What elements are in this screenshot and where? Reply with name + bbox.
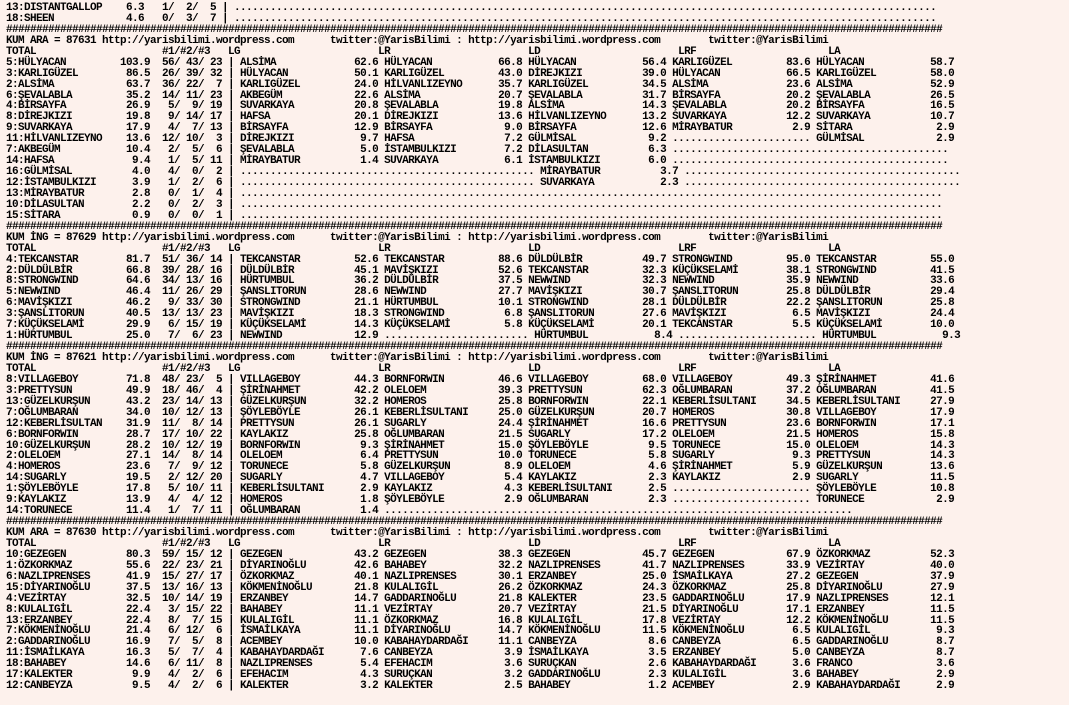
report-line: 13:ERZANBEY 22.4 8/ 7/ 15 | KULALIGİL 11.1 ÖZKORKMAZ 16.8 KULALIGİL 17.8 VEZİRTAY 12.2 KÖKMENİNOĞLU 11.5 bbox=[6, 614, 955, 627]
report-line: 12:KEBERLİSULTAN 31.9 11/ 8/ 14 | PRETTYSUN 26.1 SUGARLY 24.4 ŞİRİNAHMET 16.6 PRETTYSUN 23.6 BORNFORWIN 17.1 bbox=[6, 417, 955, 430]
report-line: 6:ŞEVALABLA 35.2 14/ 11/ 23 | AKBEGÜM 22.6 ALSİMA 20.7 ŞEVALABLA 31.7 BİRSAYFA 20.2 ŞEVALABLA 26.5 bbox=[6, 89, 955, 102]
report-line: 3:ŞANSLITORUN 40.5 13/ 13/ 23 | MAVİŞKIZI 18.3 STRONGWIND 6.8 ŞANSLITORUN 27.6 MAVİŞKIZI 6.5 MAVİŞKIZI 24.4 bbox=[6, 308, 955, 321]
report-line: 11:HİLVANLIZEYNO 13.6 12/ 10/ 3 | DİREJKIZI 9.7 HAFSA 7.2 GÜLMİSAL 9.2 ....................... GÜLMİSAL 2.9 bbox=[6, 133, 955, 146]
report-line: 3:PRETTYSUN 49.9 18/ 46/ 4 | ŞİRİNAHMET 42.2 OLELOEM 39.3 PRETTYSUN 62.3 OĞLUMBARAN 37.2 OĞLUMBARAN 41.5 bbox=[6, 384, 955, 397]
report-line: 6:NAZLIPRENSES 41.9 15/ 27/ 17 | ÖZKORKMAZ 40.1 NAZLIPRENSES 30.1 ERZANBEY 25.0 İSMAİLKAYA 27.2 GEZEGEN 37.9 bbox=[6, 570, 955, 583]
report-line: 2:OLELOEM 27.1 14/ 8/ 14 | OLELOEM 6.4 PRETTYSUN 10.0 TORUNECE 5.8 SUGARLY 9.3 PRETTYSUN 14.3 bbox=[6, 450, 955, 463]
report-line: 18:BAHABEY 14.6 6/ 11/ 8 | NAZLIPRENSES 5.4 EFEHACIM 3.6 SURUÇKAN 2.6 KABAHAYDARDAĞI 3.6 FRANCO 3.6 bbox=[6, 658, 955, 671]
report-line: KUM ARA = 87631 http://yarisbilimi.wordpress.com twitter:@YarisBilimi : http://yarisbilimi.wordpress.com twitter:@YarisBilimi bbox=[6, 34, 829, 47]
report-line: 7:KÜÇÜKSELAMİ 29.9 6/ 15/ 19 | KÜÇÜKSELAMİ 14.3 KÜÇÜKSELAMİ 5.8 KÜÇÜKSELAMİ 20.1 TEKCANSTAR 5.5 KÜÇÜKSELAMİ 10.0 bbox=[6, 319, 955, 332]
report-line: 14:HAFSA 9.4 1/ 5/ 11 | MİRAYBATUR 1.4 SUVARKAYA 6.1 İSTAMBULKIZI 6.0 .............................................. bbox=[6, 155, 949, 168]
report-line: 3:KARLIGÜZEL 86.5 26/ 39/ 32 | HÜLYACAN 50.1 KARLIGÜZEL 43.0 DİREJKIZI 39.0 HÜLYACAN 66.5 KARLIGÜZEL 58.0 bbox=[6, 67, 955, 80]
report-line: ############################################################################################################################################################ bbox=[6, 341, 943, 354]
report-line: 4:HOMEROS 23.6 7/ 9/ 12 | TORUNECE 5.8 GÜZELKURŞUN 8.9 OLELOEM 4.6 ŞİRİNAHMET 5.9 GÜZELKURŞUN 13.6 bbox=[6, 461, 955, 474]
report-line: TOTAL #1/#2/#3 LG LR LD LRF LA bbox=[6, 362, 841, 375]
report-line: 15:DİYARINOĞLU 37.5 13/ 16/ 13 | KÖKMENİNOĞLU 21.8 KULALIGİL 26.2 ÖZKORKMAZ 24.3 ÖZKORKMAZ 25.8 DİYARINOĞLU 27.9 bbox=[6, 581, 955, 594]
report-line: 5:HÜLYACAN 103.9 56/ 43/ 23 | ALSİMA 62.6 HÜLYACAN 66.8 HÜLYACAN 56.4 KARLIGÜZEL 83.6 HÜLYACAN 58.7 bbox=[6, 56, 955, 69]
report-line: TOTAL #1/#2/#3 LG LR LD LRF LA bbox=[6, 242, 841, 255]
report-line: TOTAL #1/#2/#3 LG LR LD LRF LA bbox=[6, 45, 841, 58]
report-line: 13:DISTANTGALLOP 6.3 1/ 2/ 5 | ..................................................................................................................... bbox=[6, 2, 937, 14]
report-line: 18:SHEEN 4.6 0/ 3/ 7 | ..................................................................................................................... bbox=[6, 12, 937, 25]
report-line: 9:SUVARKAYA 17.9 4/ 7/ 13 | BİRSAYFA 12.9 BİRSAYFA 9.0 BİRSAYFA 12.6 MİRAYBATUR 2.9 SİTARA 2.9 bbox=[6, 122, 955, 135]
report-line: 1:ÖZKORKMAZ 55.6 22/ 23/ 21 | DİYARINOĞLU 42.6 BAHABEY 32.2 NAZLIPRENSES 41.7 NAZLIPRENSES 33.9 VEZİRTAY 40.0 bbox=[6, 559, 955, 572]
report-line: 8:DİREJKIZI 19.8 9/ 14/ 17 | HAFSA 20.1 DİREJKIZI 13.6 HİLVANLIZEYNO 13.2 SUVARKAYA 12.2 SUVARKAYA 10.7 bbox=[6, 111, 955, 124]
report-line: 16:GÜLMİSAL 4.0 4/ 0/ 2 | ................................................. MİRAYBATUR 3.7 .............................................. bbox=[6, 166, 961, 179]
report-line: KUM İNG = 87621 http://yarisbilimi.wordpress.com twitter:@YarisBilimi : http://yarisbilimi.wordpress.com twitter:@YarisBilimi bbox=[6, 352, 829, 364]
report-line: 7:KÖKMENİNOĞLU 21.4 6/ 12/ 6 | İSMAİLKAYA 11.1 DİYARINOĞLU 14.7 KÖKMENİNOĞLU 11.5 KÖKMENİNOĞLU 6.5 KULALIGİL 9.3 bbox=[6, 625, 955, 638]
report-line: 10:DİLASULTAN 2.2 0/ 2/ 3 | ..................................................................................................................... bbox=[6, 198, 943, 211]
report-line: 7:AKBEGÜM 10.4 2/ 5/ 6 | ŞEVALABLA 5.0 İSTAMBULKIZI 7.2 DİLASULTAN 6.3 .............................................. bbox=[6, 144, 949, 157]
report-line: KUM ARA = 87630 http://yarisbilimi.wordpress.com twitter:@YarisBilimi : http://yarisbilimi.wordpress.com twitter:@YarisBilimi bbox=[6, 527, 829, 539]
report-line: 1:HÜRTUMBUL 25.0 7/ 6/ 23 | NEWWIND 12.9 ........................ HÜRTUMBUL 8.4 ....................... HÜRTUMBUL 9.3 bbox=[6, 330, 961, 343]
report-line: 8:KULALIGİL 22.4 3/ 15/ 22 | BAHABEY 11.1 VEZİRTAY 20.7 VEZİRTAY 21.5 DİYARINOĞLU 17.1 ERZANBEY 11.5 bbox=[6, 603, 955, 616]
report-line: 12:CANBEYZA 9.5 4/ 2/ 6 | KALEKTER 3.2 KALEKTER 2.5 BAHABEY 1.2 ACEMBEY 2.9 KABAHAYDARDAĞI 2.9 bbox=[6, 680, 955, 693]
report-line: ############################################################################################################################################################ bbox=[6, 516, 943, 529]
report-line: 4:VEZİRTAY 32.5 10/ 14/ 19 | ERZANBEY 14.7 GADDARINOĞLU 21.8 KALEKTER 23.5 GADDARINOĞLU 17.9 NAZLIPRENSES 12.1 bbox=[6, 592, 955, 605]
report-line: 5:NEWWIND 46.4 11/ 26/ 29 | ŞANSLITORUN 28.6 NEWWIND 27.7 MAVİŞKIZI 30.7 ŞANSLITORUN 25.8 DÜLDÜLBİR 29.4 bbox=[6, 286, 955, 299]
report-line: 17:KALEKTER 9.9 4/ 2/ 6 | EFEHACIM 4.3 SURUÇKAN 3.2 GADDARINOĞLU 2.3 KULALIGİL 3.6 BAHABEY 2.9 bbox=[6, 669, 955, 682]
report-line: 14:SUGARLY 19.5 2/ 12/ 20 | SUGARLY 4.7 VILLAGEBOY 5.4 KAYLAKIZ 2.3 KAYLAKIZ 2.9 SUGARLY 11.5 bbox=[6, 472, 955, 485]
report-line: 6:BORNFORWIN 28.7 17/ 10/ 22 | KAYLAKIZ 25.8 OĞLUMBARAN 21.5 SUGARLY 17.2 OLELOEM 21.5 HOMEROS 15.8 bbox=[6, 428, 955, 441]
report-line: 8:VILLAGEBOY 71.8 48/ 23/ 5 | VILLAGEBOY 44.3 BORNFORWIN 46.6 VILLAGEBOY 68.0 VILLAGEBOY 49.3 ŞİRİNAHMET 41.6 bbox=[6, 373, 955, 386]
report-line: TOTAL #1/#2/#3 LG LR LD LRF LA bbox=[6, 537, 841, 550]
report-line: 10:GÜZELKURŞUN 28.2 10/ 12/ 19 | BORNFORWIN 9.3 ŞİRİNAHMET 15.0 ŞÖYLEBÖYLE 9.5 TORUNECE 15.0 OLELOEM 14.3 bbox=[6, 439, 955, 452]
report-line: 8:STRONGWIND 64.6 34/ 13/ 16 | HÜRTUMBUL 36.2 DÜLDÜLBİR 37.5 NEWWIND 32.3 NEWWIND 35.9 NEWWIND 33.6 bbox=[6, 275, 955, 288]
report-line: 9:KAYLAKIZ 13.9 4/ 4/ 12 | HOMEROS 1.8 ŞÖYLEBÖYLE 2.9 OĞLUMBARAN 2.3 ....................... TORUNECE 2.9 bbox=[6, 494, 955, 507]
report-line: 12:İSTAMBULKIZI 3.9 1/ 2/ 6 | ................................................. SUVARKAYA 2.3 .............................................. bbox=[6, 177, 961, 189]
report-line: ############################################################################################################################################################ bbox=[6, 220, 943, 233]
report-line: 13:GÜZELKURŞUN 43.2 23/ 14/ 13 | GÜZELKURŞUN 32.2 HOMEROS 25.8 BORNFORWIN 22.1 KEBERLİSULTANI 34.5 KEBERLİSULTANI 27.9 bbox=[6, 395, 955, 408]
report-line: 4:BİRSAYFA 26.9 5/ 9/ 19 | SUVARKAYA 20.8 ŞEVALABLA 19.8 ALSİMA 14.3 ŞEVALABLA 20.2 BİRSAYFA 16.5 bbox=[6, 100, 955, 113]
report-line: 2:ALSİMA 63.7 36/ 22/ 7 | KARLIGÜZEL 24.0 HİLVANLIZEYNO 35.7 KARLIGÜZEL 34.5 ALSİMA 23.6 ALSİMA 52.9 bbox=[6, 78, 955, 91]
report-line: 4:TEKCANSTAR 81.7 51/ 36/ 14 | TEKCANSTAR 52.6 TEKCANSTAR 88.6 DÜLDÜLBİR 49.7 STRONGWIND 95.0 TEKCANSTAR 55.0 bbox=[6, 253, 955, 266]
report-line: 6:MAVİŞKIZI 46.2 9/ 33/ 30 | STRONGWIND 21.1 HÜRTUMBUL 10.1 STRONGWIND 28.1 DÜLDÜLBİR 22.2 ŞANSLITORUN 25.8 bbox=[6, 297, 955, 310]
report-line: 1:ŞÖYLEBÖYLE 17.8 5/ 10/ 11 | KEBERLİSULTANI 2.9 KAYLAKIZ 4.3 KEBERLİSULTANI 2.5 ....................... ŞÖYLEBÖYLE 10.8 bbox=[6, 483, 955, 496]
report-line: 11:İSMAİLKAYA 16.3 5/ 7/ 4 | KABAHAYDARDAĞI 7.6 CANBEYZA 3.9 İSMAİLKAYA 3.5 ERZANBEY 5.0 CANBEYZA 8.7 bbox=[6, 647, 955, 660]
report-line: ############################################################################################################################################################ bbox=[6, 23, 943, 36]
report-line: 15:SİTARA 0.9 0/ 0/ 1 | ..................................................................................................................... bbox=[6, 209, 943, 222]
report-line: KUM İNG = 87629 http://yarisbilimi.wordpress.com twitter:@YarisBilimi : http://yarisbilimi.wordpress.com twitter:@YarisBilimi bbox=[6, 231, 829, 244]
report-line: 13:MİRAYBATUR 2.8 0/ 1/ 4 | ..................................................................................................................... bbox=[6, 187, 943, 200]
report-line: 2:GADDARINOĞLU 16.9 7/ 5/ 8 | ACEMBEY 10.0 KABAHAYDARDAĞI 11.1 CANBEYZA 8.6 CANBEYZA 6.5 GADDARINOĞLU 8.7 bbox=[6, 636, 955, 649]
report-line: 10:GEZEGEN 80.3 59/ 15/ 12 | GEZEGEN 43.2 GEZEGEN 38.3 GEZEGEN 45.7 GEZEGEN 67.9 ÖZKORKMAZ 52.3 bbox=[6, 548, 955, 561]
report-line: 7:OĞLUMBARAN 34.0 10/ 12/ 13 | ŞÖYLEBÖYLE 26.1 KEBERLİSULTANI 25.0 GÜZELKURŞUN 20.7 HOMEROS 30.8 VILLAGEBOY 17.9 bbox=[6, 406, 955, 419]
report-line: 2:DÜLDÜLBİR 66.8 39/ 28/ 16 | DÜLDÜLBİR 45.1 MAVİŞKIZI 52.6 TEKCANSTAR 32.3 KÜÇÜKSELAMİ 38.1 STRONGWIND 41.5 bbox=[6, 264, 955, 277]
report-line: 14:TORUNECE 11.4 1/ 7/ 11 | OĞLUMBARAN 1.4 .............................................................................. bbox=[6, 505, 853, 518]
